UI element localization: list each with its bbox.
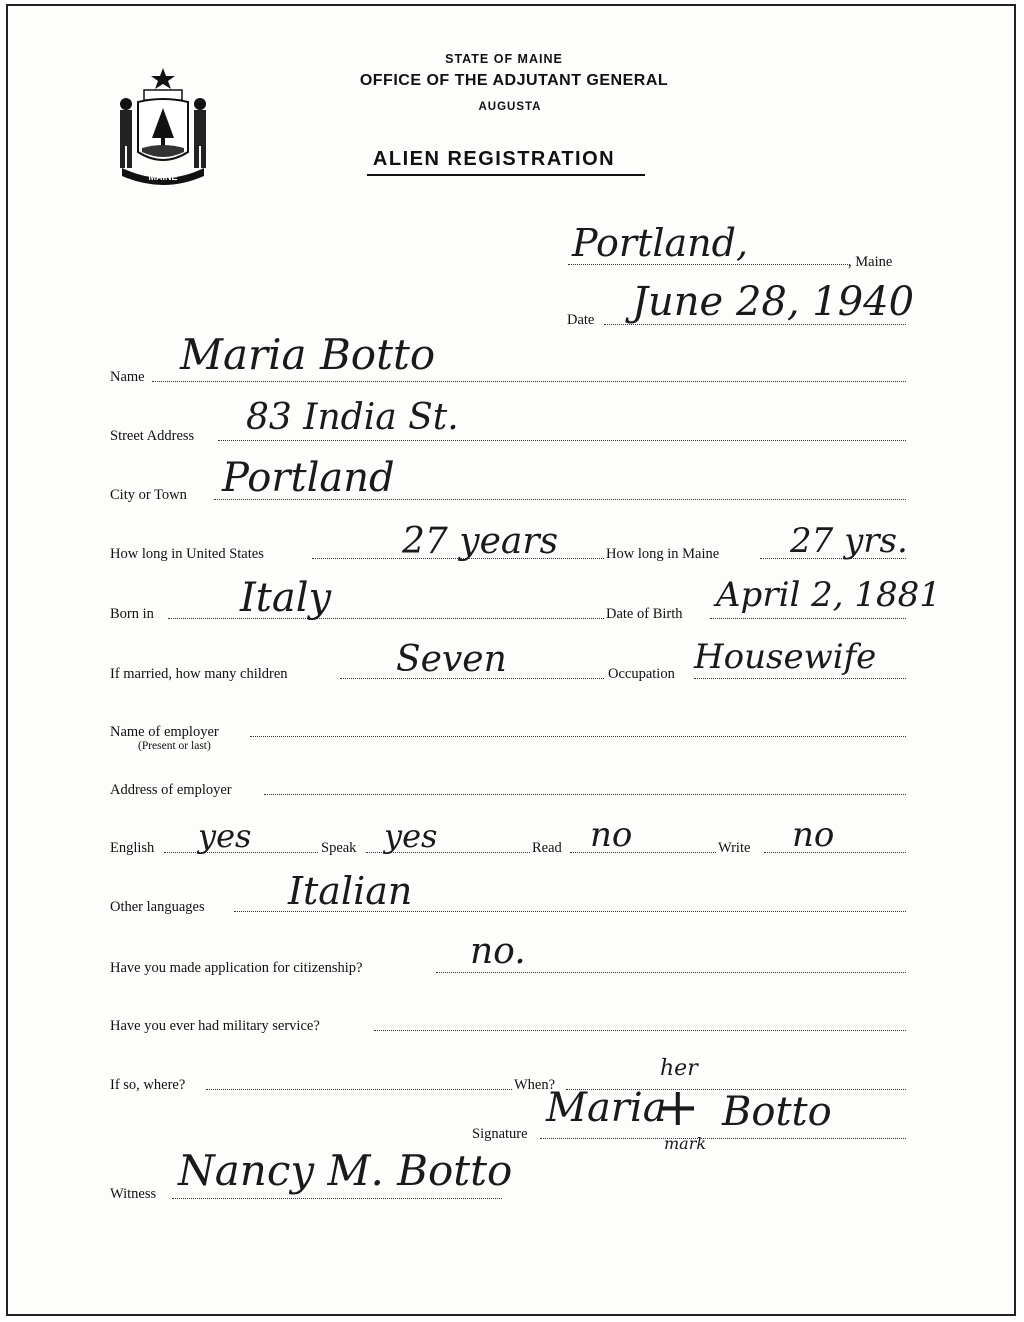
occupation-label: Occupation (608, 666, 675, 682)
english-value: yes (198, 817, 252, 855)
other-languages-label: Other languages (110, 899, 205, 915)
signature-last-value: Botto (722, 1089, 832, 1135)
dob-value: April 2, 1881 (716, 575, 941, 615)
form-title: ALIEN REGISTRATION (372, 148, 616, 170)
street-value: 83 India St. (246, 397, 459, 438)
header-office: OFFICE OF THE ADJUTANT GENERAL (359, 72, 669, 89)
other-languages-value: Italian (288, 869, 413, 913)
employer-address-line (264, 794, 906, 795)
speak-label: Speak (321, 840, 357, 856)
born-in-label: Born in (110, 606, 154, 622)
where-line (206, 1089, 512, 1090)
how-long-maine-label: How long in Maine (606, 546, 720, 562)
witness-line (172, 1198, 502, 1199)
signature-mark-value: + (656, 1078, 700, 1138)
signature-label: Signature (472, 1126, 528, 1142)
write-value: no (792, 815, 835, 855)
citizenship-label: Have you made application for citizenship? (110, 960, 363, 976)
employer-line (250, 736, 906, 737)
name-value: Maria Botto (180, 330, 436, 379)
title-underline (367, 174, 645, 176)
place-value: Portland, (572, 221, 749, 265)
name-line (152, 381, 906, 382)
how-long-maine-value: 27 yrs. (790, 521, 908, 561)
employer-address-label: Address of employer (110, 782, 232, 798)
witness-label: Witness (110, 1186, 157, 1202)
citizenship-line (436, 972, 906, 973)
signature-her-value: her (660, 1056, 698, 1081)
signature-mark-word-value: mark (664, 1134, 707, 1153)
employer-label: Name of employer (110, 724, 219, 740)
date-value: June 28, 1940 (632, 279, 915, 325)
where-label: If so, where? (110, 1077, 186, 1093)
place-line (568, 264, 850, 265)
speak-value: yes (384, 817, 438, 855)
dob-label: Date of Birth (606, 606, 683, 622)
header-city: AUGUSTA (478, 101, 542, 113)
signature-line (540, 1138, 906, 1139)
write-label: Write (718, 840, 751, 856)
occupation-value: Housewife (694, 637, 877, 677)
maine-label: , Maine (848, 254, 893, 270)
children-value: Seven (396, 639, 507, 680)
military-line (374, 1030, 906, 1031)
seal-banner-text: MAINE (148, 172, 178, 182)
employer-note: (Present or last) (138, 740, 211, 752)
street-line (218, 440, 906, 441)
english-label: English (110, 840, 155, 856)
date-label: Date (567, 312, 595, 328)
street-label: Street Address (110, 428, 195, 444)
occupation-line (694, 678, 906, 679)
city-label: City or Town (110, 487, 187, 503)
how-long-us-label: How long in United States (110, 546, 264, 562)
signature-first-value: Maria (546, 1085, 667, 1131)
header-state: STATE OF MAINE (445, 52, 563, 66)
born-in-value: Italy (240, 575, 332, 621)
children-label: If married, how many children (110, 666, 288, 682)
city-value: Portland (222, 455, 395, 501)
citizenship-value: no. (470, 931, 526, 972)
read-value: no (590, 815, 633, 855)
write-line (764, 852, 906, 853)
when-label: When? (514, 1077, 556, 1093)
born-in-line (168, 618, 604, 619)
name-label: Name (110, 369, 145, 385)
dob-line (710, 618, 906, 619)
witness-value: Nancy M. Botto (178, 1146, 513, 1195)
how-long-us-value: 27 years (402, 521, 559, 562)
read-label: Read (532, 840, 562, 856)
military-label: Have you ever had military service? (110, 1018, 320, 1034)
